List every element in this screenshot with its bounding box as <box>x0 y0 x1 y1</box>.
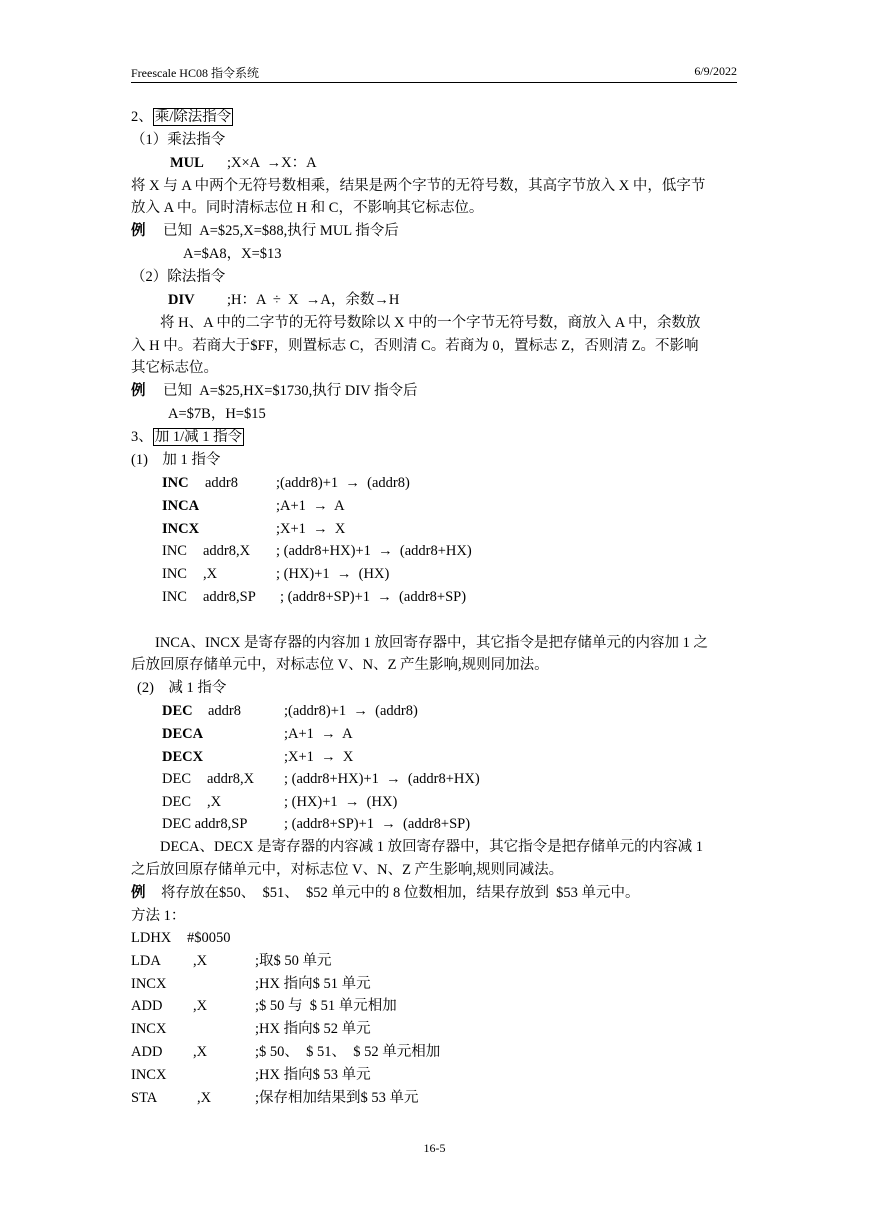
inc-instruction-row <box>162 497 345 515</box>
mul-opcode: MUL <box>170 155 204 171</box>
dec-instruction-row <box>162 702 418 720</box>
code-opcode: STA <box>131 1090 158 1106</box>
operation: ;(addr8)+1 → (addr8) <box>284 703 418 719</box>
section-number: 2、 <box>131 109 153 125</box>
operation: ;X+1 → X <box>276 521 346 537</box>
div-description: ;H：A ÷ X →A，余数→H <box>227 292 400 308</box>
div-instruction <box>168 291 400 309</box>
operation: ; (addr8+HX)+1 → (addr8+HX) <box>284 771 480 787</box>
mul-example <box>131 222 399 240</box>
inc-paragraph-line: 后放回原存储单元中，对标志位 V、N、Z 产生影响,规则同加法。 <box>131 657 549 673</box>
div-example <box>131 382 418 400</box>
inc-instruction-row <box>162 474 410 492</box>
div-paragraph-line: 入 H 中。若商大于$FF，则置标志 C，否则清 C。若商为 0，置标志 Z，否则清 Z。不影响 <box>131 338 699 354</box>
operation: ; (HX)+1 → (HX) <box>284 794 398 810</box>
code-line <box>131 1089 419 1107</box>
opcode: DECX <box>162 749 204 765</box>
section-title-box: 乘/除法指令 <box>154 109 232 125</box>
code-operand: ,X <box>193 1044 208 1060</box>
code-comment: ;保存相加结果到$ 53 单元 <box>255 1090 419 1106</box>
opcode: INC <box>162 543 187 559</box>
opcode: DEC <box>162 703 193 719</box>
page-number: 16-5 <box>423 1141 446 1155</box>
code-line <box>131 929 231 947</box>
operand: addr8 <box>205 475 239 491</box>
page-header <box>131 64 737 83</box>
operand: addr8,X <box>203 543 251 559</box>
code-line <box>131 1066 371 1084</box>
header-date: 6/9/2022 <box>694 64 737 78</box>
mul-paragraph-line: 放入 A 中。同时清标志位 H 和 C，不影响其它标志位。 <box>131 200 484 216</box>
operation: ;(addr8)+1 → (addr8) <box>276 475 410 491</box>
opcode: INCX <box>162 521 200 537</box>
inc-subheading: (1) 加 1 指令 <box>131 452 221 468</box>
div-paragraph-line: 其它标志位。 <box>131 360 218 376</box>
code-opcode: INCX <box>131 1067 167 1083</box>
code-operand: #$0050 <box>187 930 231 946</box>
code-comment: ;取$ 50 单元 <box>255 953 332 969</box>
section-3-heading <box>131 428 244 446</box>
mul-example-result: A=$A8，X=$13 <box>183 246 282 262</box>
code-operand: ,X <box>193 953 208 969</box>
example-label: 例 <box>131 223 146 239</box>
code-line <box>131 997 397 1015</box>
add-example <box>131 884 640 902</box>
code-comment: ;HX 指向$ 52 单元 <box>255 1021 371 1037</box>
inc-instruction-row <box>162 542 472 560</box>
dec-instruction-row <box>162 770 480 788</box>
dec-subheading: (2) 减 1 指令 <box>137 680 227 696</box>
example-label: 例 <box>131 885 146 901</box>
header-title: Freescale HC08 指令系统 <box>131 66 259 80</box>
dec-instruction-row <box>162 793 398 811</box>
opcode: DECA <box>162 726 204 742</box>
operation: ; (addr8+SP)+1 → (addr8+SP) <box>280 589 467 605</box>
opcode: INC <box>162 566 187 582</box>
operation: ;X+1 → X <box>284 749 354 765</box>
inc-instruction-row <box>162 520 346 538</box>
code-comment: ;$ 50、 $ 51、 $ 52 单元相加 <box>255 1044 441 1060</box>
code-line <box>131 952 332 970</box>
operand: ,X <box>203 566 218 582</box>
code-opcode: LDHX <box>131 930 172 946</box>
section-2-heading <box>131 108 233 126</box>
dec-paragraph-line: 之后放回原存储单元中，对标志位 V、N、Z 产生影响,规则同减法。 <box>131 862 564 878</box>
mul-paragraph-line: 将 X 与 A 中两个无符号数相乘，结果是两个字节的无符号数，其高字节放入 X 中，低字节 <box>131 178 706 194</box>
opcode: DEC <box>162 794 191 810</box>
code-line <box>131 975 371 993</box>
code-comment: ;HX 指向$ 53 单元 <box>255 1067 371 1083</box>
operation: ; (addr8+HX)+1 → (addr8+HX) <box>276 543 472 559</box>
section-title-box: 加 1/减 1 指令 <box>154 429 243 445</box>
code-opcode: ADD <box>131 1044 163 1060</box>
method-label: 方法 1： <box>131 908 186 924</box>
dec-instruction-row <box>162 748 354 766</box>
div-subheading: （2）除法指令 <box>131 269 226 285</box>
example-text: 已知 A=$25,HX=$1730,执行 DIV 指令后 <box>163 383 418 399</box>
div-example-result: A=$7B，H=$15 <box>168 406 266 422</box>
div-opcode: DIV <box>168 292 195 308</box>
opcode: DEC <box>162 771 191 787</box>
opcode: INC <box>162 475 189 491</box>
mul-subheading: （1）乘法指令 <box>131 132 226 148</box>
code-opcode: ADD <box>131 998 163 1014</box>
dec-instruction-row <box>162 815 471 833</box>
operation: ; (addr8+SP)+1 → (addr8+SP) <box>284 816 471 832</box>
mul-instruction <box>170 154 317 172</box>
operand: addr8,X <box>207 771 255 787</box>
code-opcode: INCX <box>131 1021 167 1037</box>
example-label: 例 <box>131 383 146 399</box>
opcode: INC <box>162 589 187 605</box>
example-text: 将存放在$50、 $51、 $52 单元中的 8 位数相加，结果存放到 $53 单元中。 <box>161 885 640 901</box>
section-number: 3、 <box>131 429 153 445</box>
code-comment: ;$ 50 与 $ 51 单元相加 <box>255 998 397 1014</box>
example-text: 已知 A=$25,X=$88,执行 MUL 指令后 <box>163 223 399 239</box>
operation: ; (HX)+1 → (HX) <box>276 566 390 582</box>
code-operand: ,X <box>193 998 208 1014</box>
mul-description: ;X×A →X：A <box>227 155 317 171</box>
operation: ;A+1 → A <box>276 498 345 514</box>
code-opcode: LDA <box>131 953 161 969</box>
opcode: DEC addr8,SP <box>162 816 248 832</box>
code-opcode: INCX <box>131 976 167 992</box>
operand: ,X <box>207 794 222 810</box>
code-operand: ,X <box>197 1090 212 1106</box>
code-comment: ;HX 指向$ 51 单元 <box>255 976 371 992</box>
code-line <box>131 1020 371 1038</box>
div-paragraph-line: 将 H、A 中的二字节的无符号数除以 X 中的一个字节无符号数，商放入 A 中，余数放 <box>160 315 701 331</box>
opcode: INCA <box>162 498 200 514</box>
code-line <box>131 1043 441 1061</box>
inc-paragraph-line: INCA、INCX 是寄存器的内容加 1 放回寄存器中，其它指令是把存储单元的内容加 1 之 <box>155 635 709 651</box>
dec-paragraph-line: DECA、DECX 是寄存器的内容减 1 放回寄存器中，其它指令是把存储单元的内容减 1 <box>160 839 703 855</box>
inc-instruction-row <box>162 565 390 583</box>
operation: ;A+1 → A <box>284 726 353 742</box>
operand: addr8 <box>208 703 242 719</box>
operand: addr8,SP <box>203 589 256 605</box>
inc-instruction-row <box>162 588 467 606</box>
dec-instruction-row <box>162 725 353 743</box>
